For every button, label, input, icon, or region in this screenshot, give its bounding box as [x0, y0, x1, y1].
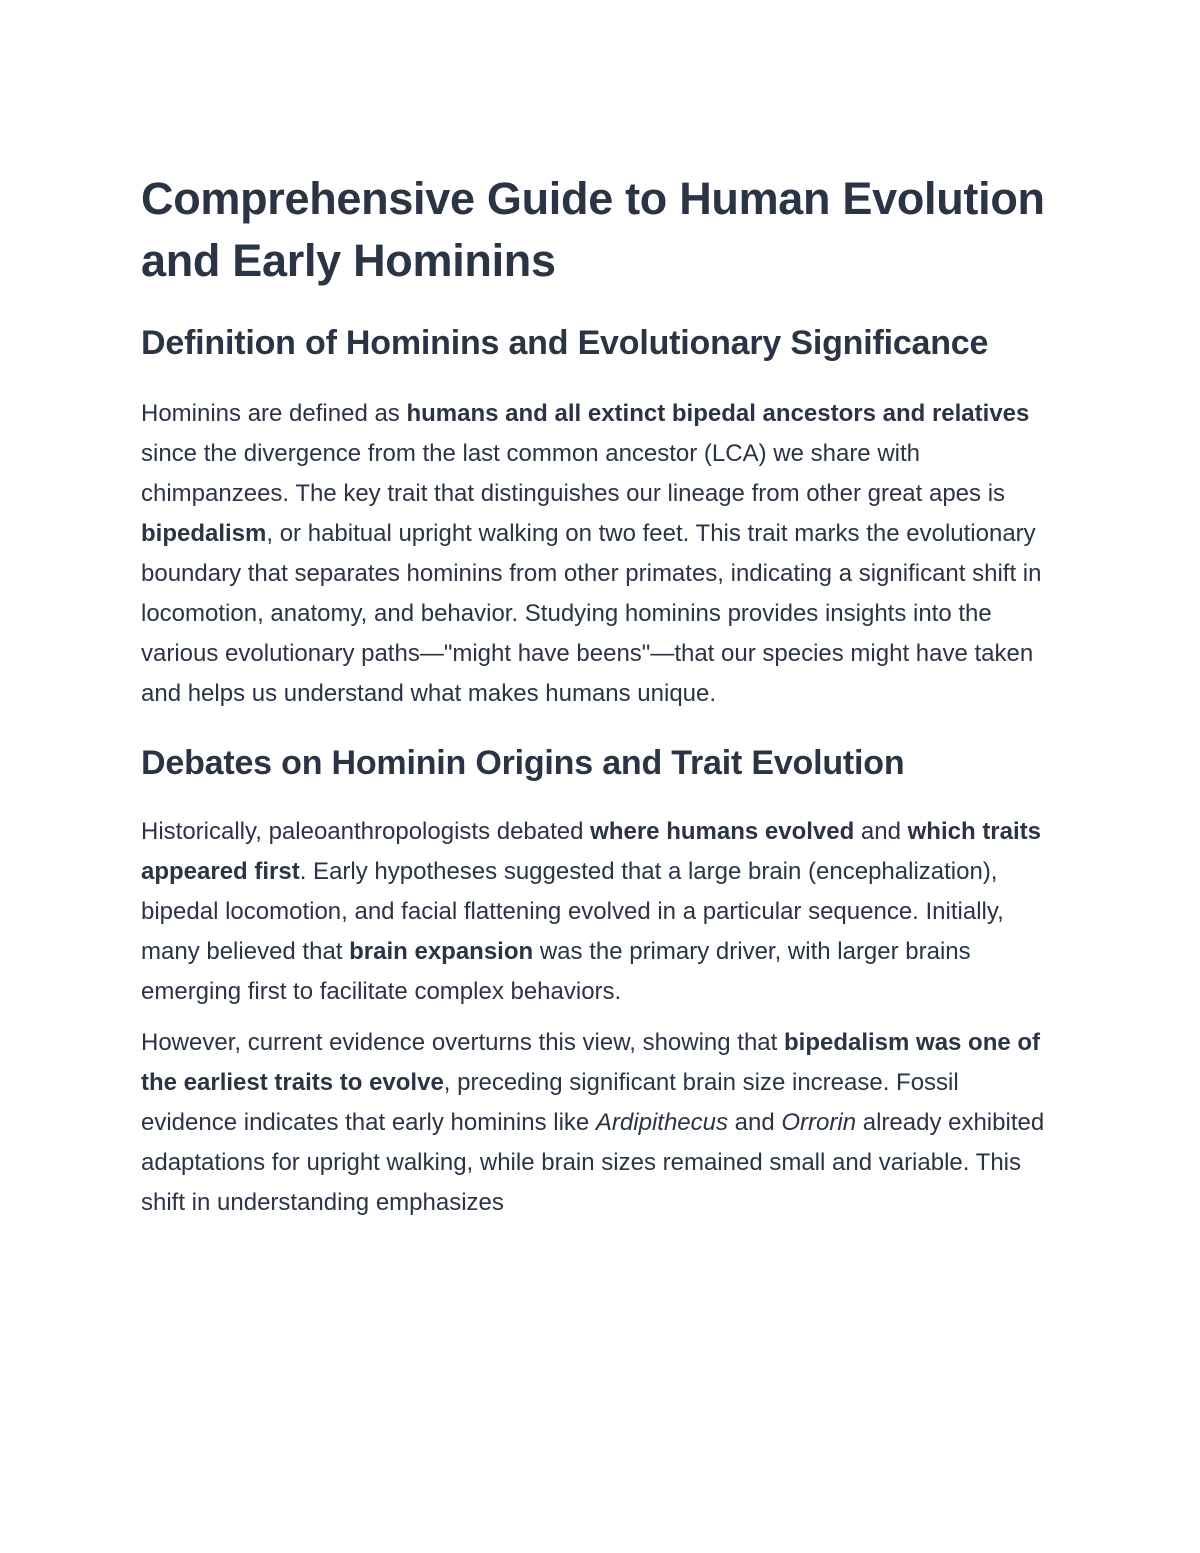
- document-title: Comprehensive Guide to Human Evolution and Early Hominins: [141, 173, 1045, 286]
- text-run: and: [728, 1109, 782, 1136]
- bold-run: which traits appeared first: [141, 818, 1041, 885]
- document-page: [141, 168, 1061, 1223]
- text-run: since the divergence from the last common ancestor (LCA) we share with chimpanzees. The key trait that distinguishes our lineage from other great apes is: [141, 440, 1006, 507]
- paragraph-definition: [141, 394, 1061, 714]
- paragraph-debates-2: [141, 1023, 1061, 1223]
- text-run: and: [854, 818, 908, 845]
- text-run: already exhibited adaptations for upright walking, while brain sizes remained small and variable. This shift in understanding emphasizes: [141, 1109, 1045, 1216]
- bold-run: humans and all extinct bipedal ancestors and relatives: [406, 400, 1030, 427]
- paragraph-debates-1: [141, 812, 1061, 1012]
- text-run: Hominins are defined as: [141, 400, 407, 427]
- text-run: was the primary driver, with larger brains emerging first to facilitate complex behaviors.: [141, 938, 971, 1005]
- italic-run: Orrorin: [781, 1109, 857, 1136]
- bold-run: brain expansion: [349, 938, 534, 965]
- bold-run: bipedalism was one of the earliest traits to evolve: [141, 1029, 1041, 1096]
- text-run: , or habitual upright walking on two feet. This trait marks the evolutionary boundary that separates hominins from other primates, indicating a significant shift in locomotion, anatomy, and behavior. Studying hominins provides insights into the various evolutionary paths—"might have beens"—that our species might have taken and helps us understand what makes humans unique.: [141, 520, 1042, 707]
- section-heading-definition: Definition of Hominins and Evolutionary Significance: [141, 324, 989, 362]
- italic-run: Ardipithecus: [595, 1109, 728, 1136]
- section-heading-debates: Debates on Hominin Origins and Trait Evolution: [141, 744, 905, 782]
- bold-run: bipedalism: [141, 520, 267, 547]
- text-run: However, current evidence overturns this view, showing that: [141, 1029, 784, 1056]
- text-run: Historically, paleoanthropologists debated: [141, 818, 591, 845]
- text-run: . Early hypotheses suggested that a large brain (encephalization), bipedal locomotion, and facial flattening evolved in a particular sequence. Initially, many believed that: [141, 858, 1004, 965]
- bold-run: where humans evolved: [590, 818, 855, 845]
- text-run: , preceding significant brain size increase. Fossil evidence indicates that early hominins like: [141, 1069, 959, 1136]
